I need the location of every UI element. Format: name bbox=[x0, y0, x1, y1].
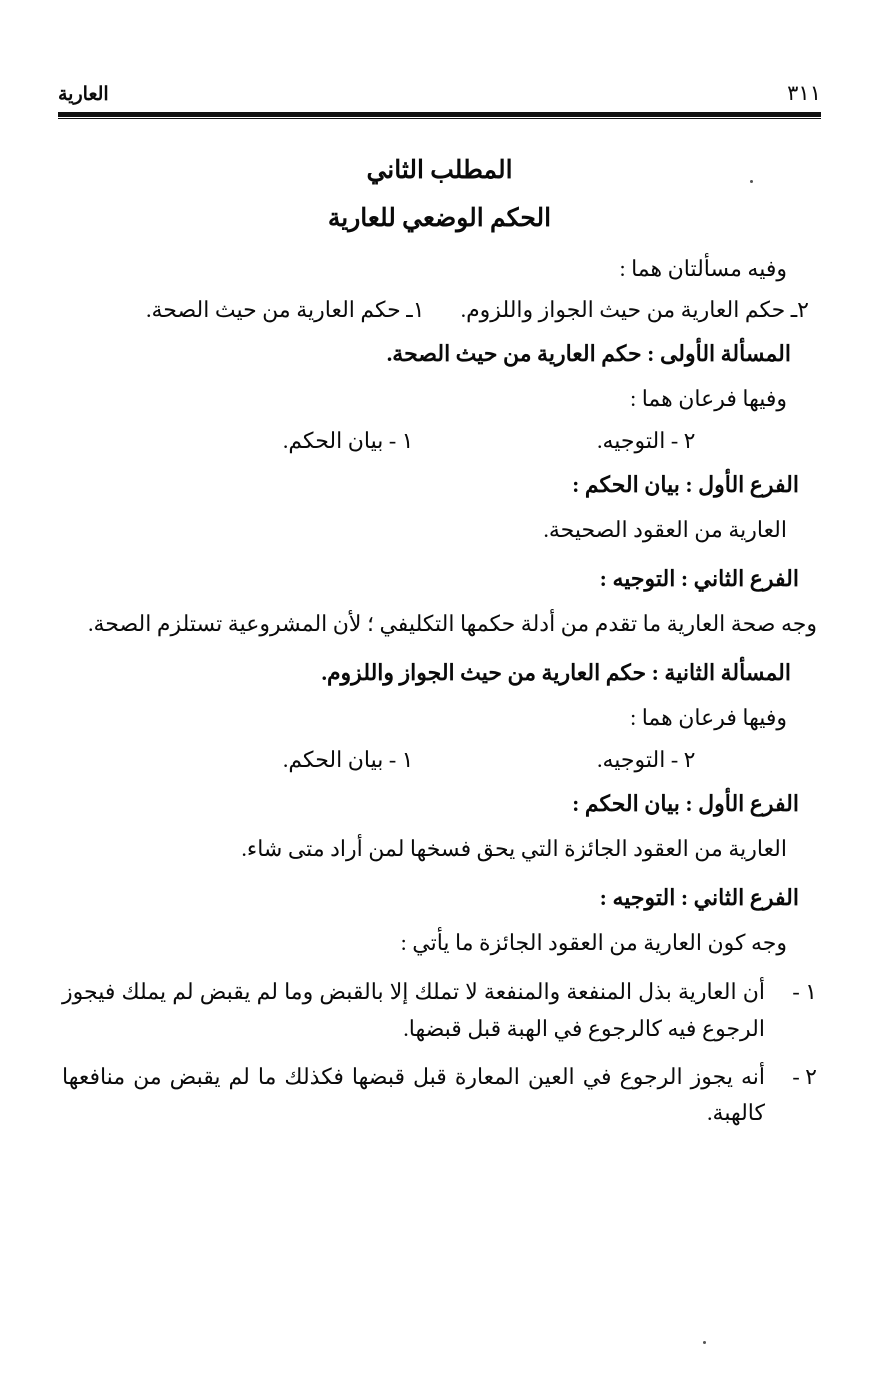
list-item bbox=[62, 1059, 817, 1132]
section2-sub1-text: العارية من العقود الجائزة التي يحق فسخها لمن أراد متى شاء. bbox=[241, 836, 787, 862]
section1-intro: وفيها فرعان هما : bbox=[630, 385, 787, 411]
section1-sub2-heading: الفرع الثاني : التوجيه : bbox=[599, 565, 799, 591]
section-title-block bbox=[62, 152, 817, 237]
section2-sub2-heading: الفرع الثاني : التوجيه : bbox=[599, 884, 799, 910]
section1-sub1-heading: الفرع الأول : بيان الحكم : bbox=[572, 472, 799, 498]
intro-item-2: ٢ـ حكم العارية من حيث الجواز واللزوم. bbox=[460, 296, 809, 322]
section2-intro: وفيها فرعان هما : bbox=[630, 704, 787, 730]
list-item-text: أنه يجوز الرجوع في العين المعارة قبل قبضها فكذلك ما لم يقبض من منافعها كالهبة. bbox=[62, 1063, 765, 1126]
section2-sub1-heading: الفرع الأول : بيان الحكم : bbox=[572, 791, 799, 817]
section2-heading: المسألة الثانية : حكم العارية من حيث الجواز واللزوم. bbox=[321, 659, 791, 685]
list-item bbox=[62, 974, 817, 1047]
section1-branch-list bbox=[62, 428, 817, 454]
section1-heading: المسألة الأولى : حكم العارية من حيث الصحة. bbox=[386, 340, 791, 366]
list-item-number: ٢ - bbox=[792, 1063, 817, 1089]
section2-branch-2: ٢ - التوجيه. bbox=[596, 747, 696, 773]
section1-branch-2: ٢ - التوجيه. bbox=[596, 428, 696, 454]
scan-artifact-dot bbox=[750, 180, 753, 183]
header-divider bbox=[58, 112, 821, 117]
section2-branch-1: ١ - بيان الحكم. bbox=[282, 747, 414, 773]
section1-sub1-text: العارية من العقود الصحيحة. bbox=[543, 517, 787, 543]
page-content bbox=[62, 140, 817, 1324]
scan-artifact-dot bbox=[703, 1341, 706, 1344]
page-header bbox=[58, 72, 821, 106]
intro-item-1: ١ـ حكم العارية من حيث الصحة. bbox=[145, 296, 425, 322]
section2-branch-list bbox=[62, 747, 817, 773]
page-title: المطلب الثاني bbox=[366, 157, 513, 184]
section1-branch-1: ١ - بيان الحكم. bbox=[282, 428, 414, 454]
intro-line: وفيه مسألتان هما : bbox=[619, 256, 787, 281]
header-book-title: العارية bbox=[58, 84, 109, 105]
list-item-text: أن العارية بذل المنفعة والمنفعة لا تملك إلا بالقبض وما لم يقبض لم يملك فيجوز الرجوع فيه كالرجوع في الهبة قبل قبضها. bbox=[62, 979, 765, 1041]
intro-items bbox=[62, 297, 817, 323]
section2-sub2-intro: وجه كون العارية من العقود الجائزة ما يأتي : bbox=[400, 929, 787, 955]
page-subtitle: الحكم الوضعي للعارية bbox=[327, 204, 552, 232]
page-number: ٣١١ bbox=[787, 81, 821, 105]
section1-sub2-text: وجه صحة العارية ما تقدم من أدلة حكمها التكليفي ؛ لأن المشروعية تستلزم الصحة. bbox=[87, 610, 817, 636]
section2-sub2-items bbox=[62, 974, 817, 1131]
list-item-number: ١ - bbox=[792, 979, 817, 1005]
